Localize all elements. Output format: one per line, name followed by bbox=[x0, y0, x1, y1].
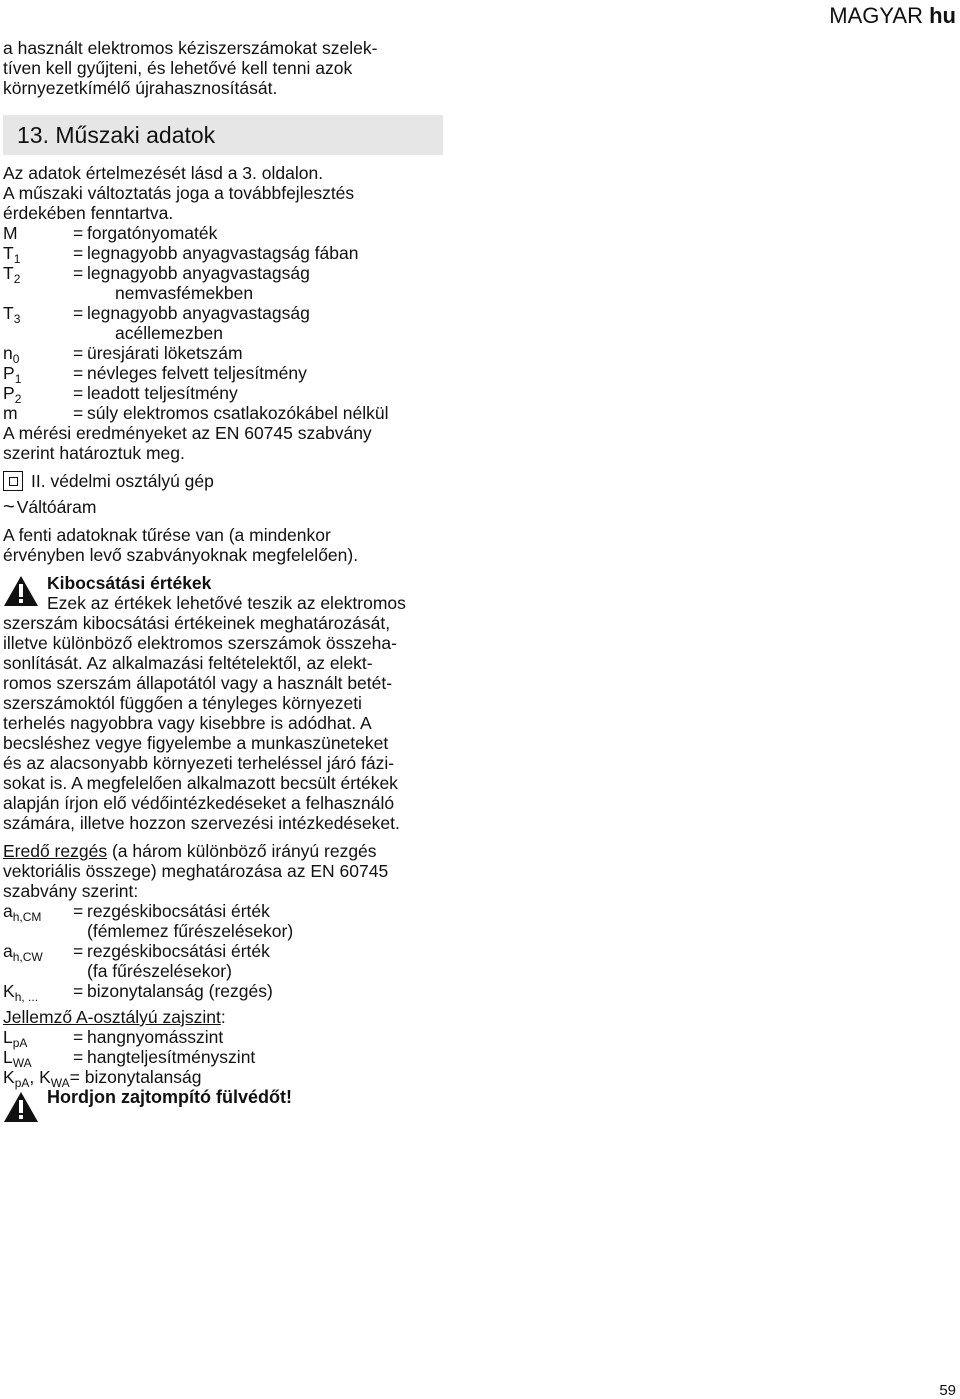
emission-line: becsléshez vegye figyelembe a munkaszüneteket bbox=[3, 733, 389, 753]
tolerance-line: érvényben levő szabványoknak megfelelően). bbox=[3, 545, 359, 565]
definition-row bbox=[3, 263, 448, 303]
noise-heading bbox=[3, 1007, 448, 1027]
class2-row bbox=[3, 471, 448, 491]
definition-row bbox=[3, 403, 448, 423]
definition-symbol: $n_0$ bbox=[3, 343, 20, 366]
definition-symbol: $T_3$ bbox=[3, 303, 21, 326]
definition-description: forgatónyomaték bbox=[87, 223, 218, 243]
note-line: érdekében fenntartva. bbox=[3, 203, 174, 223]
definition-symbol: $P_1$ bbox=[3, 363, 22, 386]
definition-description: legnagyobb anyagvastagság nemvasfémekben bbox=[87, 263, 310, 303]
definition-row bbox=[3, 901, 448, 941]
k-rest: = bizonytalanság bbox=[69, 1067, 202, 1087]
definition-row bbox=[3, 363, 448, 386]
definition-description: súly elektromos csatlakozókábel nélkül bbox=[87, 403, 389, 423]
definition-symbol: M bbox=[3, 223, 18, 243]
noise-colon: : bbox=[220, 1007, 226, 1027]
ac-row bbox=[3, 497, 448, 517]
double-insulation-icon bbox=[3, 471, 23, 491]
definition-row bbox=[3, 243, 448, 266]
ear-protection-text: Hordjon zajtompító fülvédőt! bbox=[47, 1087, 292, 1107]
section-heading bbox=[3, 115, 443, 155]
definition-symbol: m bbox=[3, 403, 18, 423]
equals-sign: = bbox=[73, 1027, 84, 1047]
vibration-first-rest: (a három különböző irányú rezgés bbox=[107, 841, 377, 861]
equals-sign: = bbox=[73, 941, 84, 961]
definition-symbol: $P_2$ bbox=[3, 383, 22, 406]
definition-symbol: $L_{pA}$ bbox=[3, 1027, 28, 1050]
equals-sign: = bbox=[73, 1047, 84, 1067]
section-number: 13. bbox=[17, 122, 49, 148]
section-title: Műszaki adatok bbox=[55, 122, 216, 148]
k-symbol: K bbox=[3, 1067, 15, 1087]
ac-label: Váltóáram bbox=[16, 497, 97, 517]
uncertainty-line bbox=[3, 1067, 448, 1090]
emission-line: terhelés nagyobbra vagy kisebbre is adódhat. A bbox=[3, 713, 372, 733]
definition-symbol: $T_2$ bbox=[3, 263, 21, 286]
definition-row bbox=[3, 981, 448, 1004]
definitions-list bbox=[3, 223, 448, 423]
measure-paragraph bbox=[3, 423, 448, 463]
k-sub: pA bbox=[14, 1076, 30, 1090]
emission-line: romos szerszám állapotától vagy a használt betét- bbox=[3, 673, 393, 693]
emission-line: sokat is. A megfelelően alkalmazott becsült értékek bbox=[3, 773, 398, 793]
equals-sign: = bbox=[73, 383, 84, 403]
definition-symbol: $a_{h,CM}$ bbox=[3, 901, 42, 924]
definition-description: hangnyomásszint bbox=[87, 1027, 224, 1047]
definition-row bbox=[3, 1027, 448, 1050]
equals-sign: = bbox=[73, 223, 84, 243]
emission-line: és az alacsonyabb környezeti terheléssel járó fázi- bbox=[3, 753, 395, 773]
tolerance-line: A fenti adatoknak tűrése van (a mindenkor bbox=[3, 525, 331, 545]
ear-protection-warning bbox=[3, 1087, 448, 1125]
k-sub: WA bbox=[50, 1076, 70, 1090]
equals-sign: = bbox=[73, 343, 84, 363]
definition-description: leadott teljesítmény bbox=[87, 383, 238, 403]
definition-symbol: $L_{WA}$ bbox=[3, 1047, 32, 1070]
definition-symbol: $a_{h,CW}$ bbox=[3, 941, 43, 964]
note-line: Az adatok értelmezését lásd a 3. oldalon. bbox=[3, 163, 324, 183]
equals-sign: = bbox=[73, 243, 84, 263]
vibration-term: Eredő rezgés bbox=[3, 841, 108, 861]
noise-definitions bbox=[3, 1027, 448, 1070]
class2-label: II. védelmi osztályú gép bbox=[31, 471, 214, 491]
definition-row bbox=[3, 343, 448, 366]
equals-sign: = bbox=[73, 363, 84, 383]
emission-line: sonlítását. Az alkalmazási feltételektől, az elekt- bbox=[3, 653, 373, 673]
vibration-line: szabvány szerint: bbox=[3, 881, 139, 901]
main-column bbox=[3, 38, 448, 1125]
equals-sign: = bbox=[73, 901, 84, 921]
notes-paragraph bbox=[3, 163, 448, 223]
emission-line: szerszám kibocsátási értékeinek meghatározását, bbox=[3, 613, 391, 633]
intro-paragraph bbox=[3, 38, 448, 98]
measure-line: szerint határoztuk meg. bbox=[3, 443, 185, 463]
definition-row bbox=[3, 223, 448, 243]
note-line: A műszaki változtatás joga a továbbfejlesztés bbox=[3, 183, 355, 203]
emission-line: számára, illetve hozzon szervezési intézkedéseket. bbox=[3, 813, 400, 833]
equals-sign: = bbox=[73, 981, 84, 1001]
intro-line: környezetkímélő újrahasznosítását. bbox=[3, 78, 278, 98]
emission-first-line: Ezek az értékek lehetővé teszik az elektromos bbox=[47, 593, 406, 613]
emission-text bbox=[3, 613, 448, 833]
emission-line: illetve különböző elektromos szerszámok összeha- bbox=[3, 633, 397, 653]
equals-sign: = bbox=[73, 303, 84, 323]
definition-description: rezgéskibocsátási érték (fa fűrészelésekor) bbox=[87, 941, 270, 981]
definition-symbol: $K_{h, ...}$ bbox=[3, 981, 39, 1004]
definition-description: üresjárati löketszám bbox=[87, 343, 243, 363]
vibration-line: vektoriális összege) meghatározása az EN 60745 bbox=[3, 861, 389, 881]
warning-triangle-icon bbox=[3, 1091, 39, 1123]
definition-description: legnagyobb anyagvastagság fában bbox=[87, 243, 359, 263]
alternating-current-icon: ~ bbox=[3, 496, 15, 518]
vibration-definitions bbox=[3, 901, 448, 1004]
equals-sign: = bbox=[73, 263, 84, 283]
intro-line: a használt elektromos kéziszerszámokat szelek- bbox=[3, 38, 378, 58]
definition-description: névleges felvett teljesítmény bbox=[87, 363, 307, 383]
definition-row bbox=[3, 383, 448, 406]
definition-row bbox=[3, 303, 448, 343]
emission-line: szerszámoktól függően a tényleges környezeti bbox=[3, 693, 362, 713]
warning-triangle-icon bbox=[3, 575, 39, 607]
emission-block bbox=[3, 573, 448, 833]
intro-line: tíven kell gyűjteni, és lehetővé kell tenni azok bbox=[3, 58, 353, 78]
noise-term: Jellemző A-osztályú zajszint bbox=[3, 1007, 221, 1027]
k-sep: , K bbox=[29, 1067, 51, 1087]
definition-row bbox=[3, 941, 448, 981]
definition-description: rezgéskibocsátási érték (fémlemez fűrészelésekor) bbox=[87, 901, 294, 941]
measure-line: A mérési eredményeket az EN 60745 szabvány bbox=[3, 423, 372, 443]
definition-row bbox=[3, 1047, 448, 1070]
language-header bbox=[829, 3, 956, 29]
language-name: MAGYAR bbox=[829, 3, 923, 28]
equals-sign: = bbox=[73, 403, 84, 423]
vibration-paragraph bbox=[3, 841, 448, 901]
emission-title: Kibocsátási értékek bbox=[47, 573, 212, 593]
definition-description: legnagyobb anyagvastagság acéllemezben bbox=[87, 303, 310, 343]
definition-description: bizonytalanság (rezgés) bbox=[87, 981, 273, 1001]
tolerance-paragraph bbox=[3, 525, 448, 565]
definition-description: hangteljesítményszint bbox=[87, 1047, 256, 1067]
emission-line: alapján írjon elő védőintézkedéseket a felhasználó bbox=[3, 793, 395, 813]
page-number: 59 bbox=[939, 1382, 956, 1399]
language-code: hu bbox=[929, 3, 956, 28]
definition-symbol: $T_1$ bbox=[3, 243, 21, 266]
